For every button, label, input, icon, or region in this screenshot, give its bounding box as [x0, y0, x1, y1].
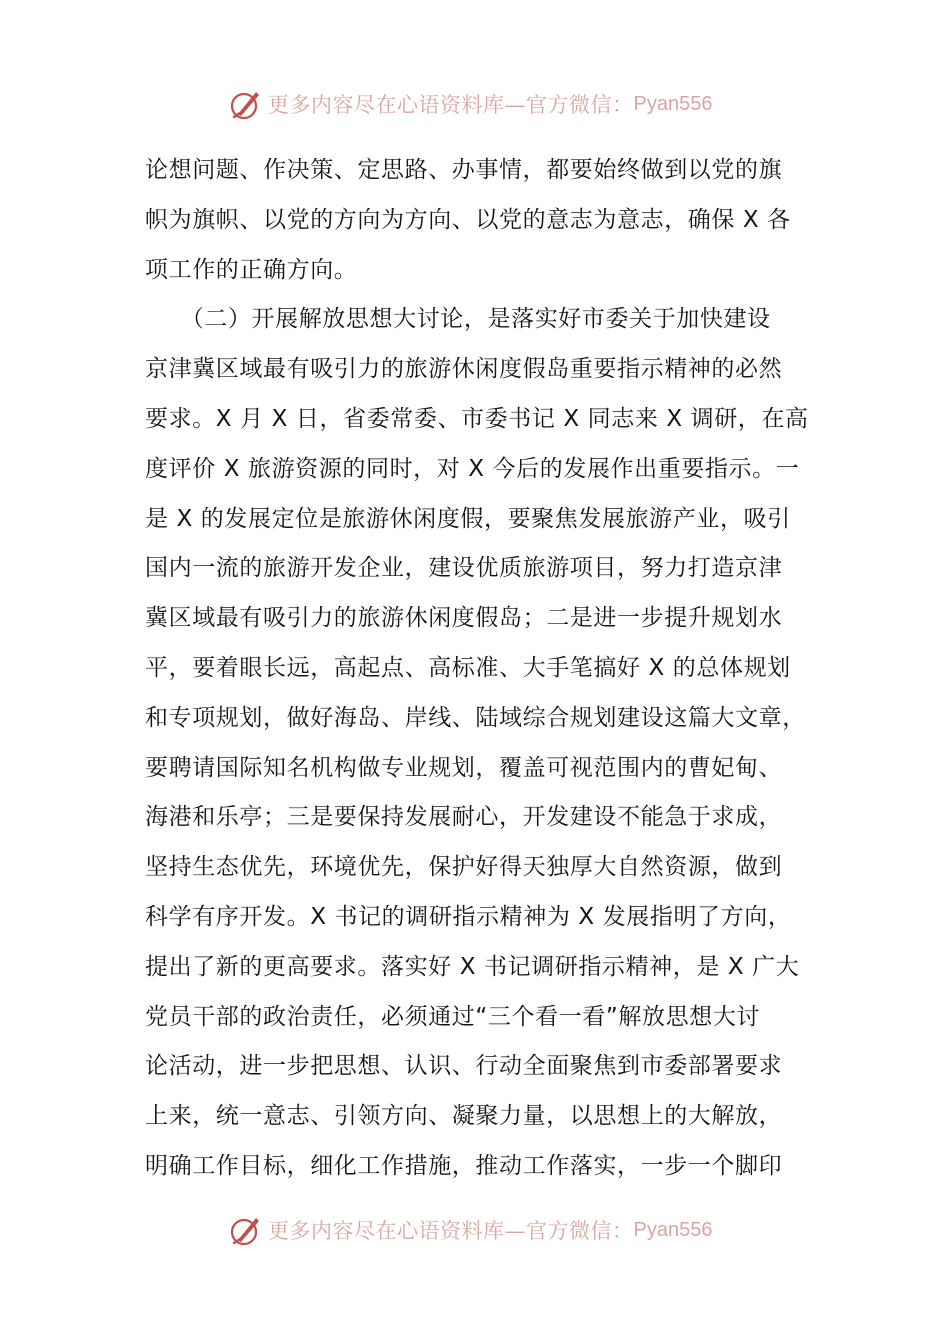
wechat-id: Pyan556	[633, 92, 713, 115]
text-line: 要求。X 月 X 日，省委常委、市委书记 X 同志来 X 调研，在高	[145, 405, 809, 432]
text-line: 党员干部的政治责任，必须通过“三个看一看”解放思想大讨	[145, 1003, 761, 1030]
text-line: 度评价 X 旅游资源的同时，对 X 今后的发展作出重要指示。一	[145, 455, 800, 482]
text-line: 项工作的正确方向。	[145, 256, 358, 283]
text-line: 帜为旗帜、以党的方向为方向、以党的意志为意志，确保 X 各	[145, 206, 791, 233]
quill-pen-logo-icon	[228, 1212, 264, 1248]
text-line: 冀区域最有吸引力的旅游休闲度假岛；二是进一步提升规划水	[145, 605, 783, 632]
text-line: 海港和乐亭；三是要保持发展耐心，开发建设不能急于求成，	[145, 804, 783, 831]
text-line: 和专项规划，做好海岛、岸线、陆域综合规划建设这篇大文章，	[145, 704, 806, 731]
text-line: 平，要着眼长远，高起点、高标准、大手笔搞好 X 的总体规划	[145, 654, 791, 681]
text-line: 明确工作目标，细化工作措施，推动工作落实，一步一个脚印	[145, 1152, 783, 1179]
header-banner	[0, 82, 950, 126]
text-line: 坚持生态优先，环境优先，保护好得天独厚大自然资源，做到	[145, 854, 783, 881]
text-line: 上来，统一意志、引领方向、凝聚力量，以思想上的大解放，	[145, 1103, 783, 1130]
banner-text: 更多内容尽在心语资料库—官方微信：	[268, 1219, 634, 1243]
text-line: 科学有序开发。X 书记的调研指示精神为 X 发展指明了方向，	[145, 903, 792, 930]
quill-pen-logo-icon	[228, 86, 264, 122]
text-line: 论想问题、作决策、定思路、办事情，都要始终做到以党的旗	[145, 157, 783, 183]
text-line: 是 X 的发展定位是旅游休闲度假，要聚焦发展旅游产业，吸引	[145, 505, 791, 532]
text-line: 要聘请国际知名机构做专业规划，覆盖可视范围内的曹妃甸、	[145, 754, 783, 781]
footer-banner	[0, 1208, 950, 1252]
banner-text: 更多内容尽在心语资料库—官方微信：	[268, 93, 634, 117]
text-line: 京津冀区域最有吸引力的旅游休闲度假岛重要指示精神的必然	[145, 356, 783, 383]
text-line: 论活动，进一步把思想、认识、行动全面聚焦到市委部署要求	[145, 1053, 783, 1080]
text-line: 国内一流的旅游开发企业，建设优质旅游项目，努力打造京津	[145, 555, 783, 582]
text-line: 提出了新的更高要求。落实好 X 书记调研指示精神，是 X 广大	[145, 953, 800, 980]
document-body	[145, 146, 825, 1192]
text-line: （二）开展解放思想大讨论，是落实好市委关于加快建设	[145, 306, 771, 333]
wechat-id: Pyan556	[633, 1218, 713, 1241]
